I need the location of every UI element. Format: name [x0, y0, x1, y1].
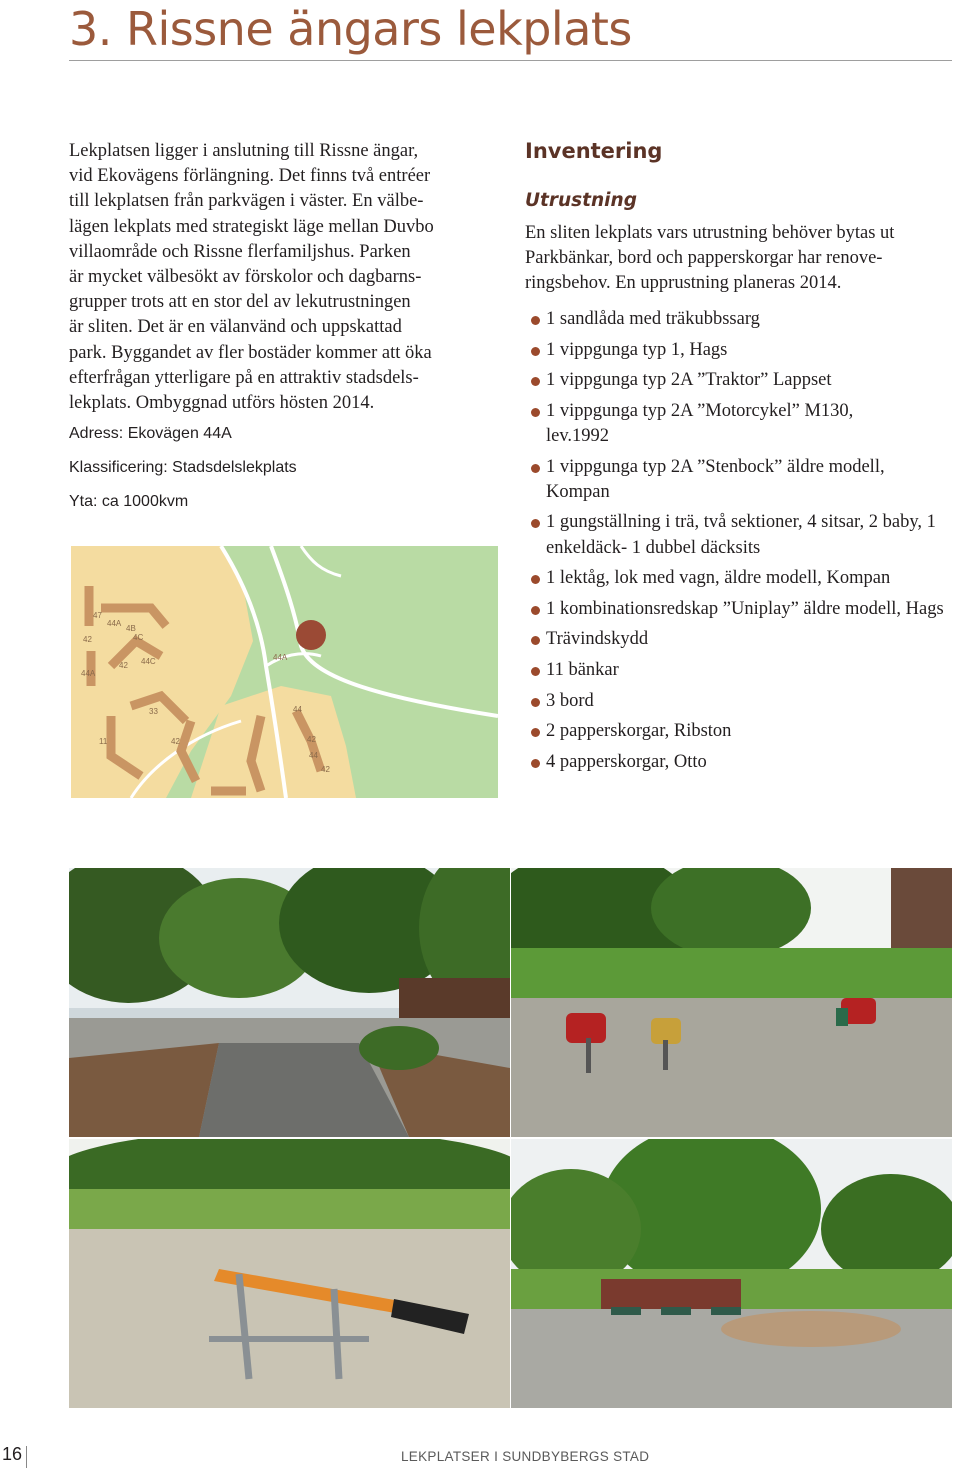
- list-item: [525, 689, 950, 714]
- intro-line: Lekplatsen ligger i anslutning till Rissne ängar,: [69, 141, 419, 161]
- map-label: 44A: [273, 653, 288, 662]
- list-item-text: 1 gungställning i trä, två sektioner, 4 sitsar, 2 baby, 1 enkeldäck- 1 dubbel däcksits: [546, 512, 936, 558]
- intro-line: lägen lekplats med strategiskt läge mellan Duvbo: [69, 216, 434, 237]
- list-item: [525, 597, 950, 622]
- intro-line: är mycket välbesökt av förskolor och dagbarns-: [69, 267, 422, 288]
- list-item-text: 11 bänkar: [546, 659, 619, 680]
- inventory-heading: Inventering: [525, 139, 663, 163]
- map-label: 4B: [126, 624, 136, 633]
- title-divider: [69, 60, 952, 61]
- bullet-icon: [531, 606, 540, 615]
- map-label: 44: [309, 751, 318, 760]
- area-text: Yta: ca 1000kvm: [69, 493, 189, 510]
- list-item-text: 1 kombinationsredskap ”Uniplay” äldre modell, Hags: [546, 598, 944, 619]
- intro-line: till lekplatsen från parkvägen i väster. En välbe-: [69, 191, 424, 212]
- list-item-text: 1 vippgunga typ 2A ”Motorcykel” M130, lev.1992: [546, 400, 854, 446]
- bullet-icon: [531, 316, 540, 325]
- page-number: 16: [1, 1444, 23, 1464]
- site-map: [71, 546, 498, 798]
- description-line: ringsbehov. En upprustning planeras 2014.: [525, 273, 842, 294]
- list-item: [525, 627, 950, 652]
- map-label: 42: [321, 765, 330, 774]
- list-item-text: 1 vippgunga typ 1, Hags: [546, 339, 728, 360]
- list-item-text: 4 papperskorgar, Otto: [546, 751, 707, 772]
- list-item: [525, 566, 950, 591]
- list-item: [525, 368, 950, 393]
- list-item: [525, 307, 950, 332]
- intro-line: vid Ekovägens förlängning. Det finns två entréer: [69, 166, 431, 187]
- bullet-icon: [531, 728, 540, 737]
- footer-divider: [26, 1446, 27, 1468]
- intro-line: park. Byggandet av fler bostäder kommer att öka: [69, 342, 432, 363]
- bullet-icon: [531, 575, 540, 584]
- map-label: 44A: [81, 669, 96, 678]
- map-label: 42: [83, 635, 92, 644]
- list-item-text: Trävindskydd: [546, 629, 649, 650]
- list-item: [525, 338, 950, 363]
- intro-line: är sliten. Det är en välanvänd och uppskattad: [69, 317, 402, 338]
- list-item: [525, 399, 950, 449]
- equipment-description: [525, 221, 950, 297]
- list-item-text: 1 lektåg, lok med vagn, äldre modell, Kompan: [546, 568, 891, 589]
- map-label: 44A: [107, 619, 122, 628]
- bullet-icon: [531, 377, 540, 386]
- list-item-text: 1 vippgunga typ 2A ”Traktor” Lappset: [546, 370, 832, 391]
- equipment-subheading: Utrustning: [525, 190, 637, 211]
- list-item: [525, 455, 950, 505]
- list-item-text: 1 sandlåda med träkubbssarg: [546, 309, 760, 329]
- equipment-list: [525, 307, 950, 780]
- list-item: [525, 750, 950, 775]
- address-text: Adress: Ekovägen 44A: [69, 425, 232, 442]
- list-item-text: 2 papperskorgar, Ribston: [546, 721, 732, 742]
- photo-path-entrance: [69, 868, 510, 1137]
- page-title: 3. Rissne ängars lekplats: [69, 2, 632, 56]
- bullet-icon: [531, 519, 540, 528]
- bullet-icon: [531, 759, 540, 768]
- map-label: 42: [171, 737, 180, 746]
- map-label: 47: [93, 611, 102, 620]
- list-item: [525, 658, 950, 683]
- description-line: En sliten lekplats vars utrustning behöver bytas ut: [525, 223, 895, 243]
- list-item-text: 1 vippgunga typ 2A ”Stenbock” äldre modell, Kompan: [546, 456, 885, 502]
- footer-title: LEKPLATSER I SUNDBYBERGS STAD: [401, 1449, 650, 1464]
- intro-line: grupper trots att en stor del av lekutrustningen: [69, 292, 411, 313]
- intro-line: villaområde och Rissne flerfamiljshus. Parken: [69, 241, 411, 262]
- intro-line: efterfrågan ytterligare på en attraktiv stadsdels-: [69, 367, 419, 388]
- map-label: 42: [307, 735, 316, 744]
- classification-text: Klassificering: Stadsdelslekplats: [69, 459, 297, 476]
- map-label: 11: [99, 737, 108, 746]
- photo-spring-riders: [511, 868, 952, 1137]
- bullet-icon: [531, 667, 540, 676]
- photo-sandbox-benches: [511, 1139, 952, 1408]
- bullet-icon: [531, 464, 540, 473]
- bullet-icon: [531, 408, 540, 417]
- playground-location-marker: [296, 620, 326, 650]
- list-item-text: 3 bord: [546, 690, 594, 711]
- map-label: 42: [119, 661, 128, 670]
- bullet-icon: [531, 347, 540, 356]
- bullet-icon: [531, 698, 540, 707]
- intro-paragraph: [69, 139, 499, 416]
- map-label: 4C: [133, 633, 144, 642]
- description-line: Parkbänkar, bord och papperskorgar har renove-: [525, 248, 883, 269]
- intro-line: lekplats. Ombyggnad utförs hösten 2014.: [69, 393, 375, 414]
- bullet-icon: [531, 636, 540, 645]
- list-item: [525, 719, 950, 744]
- map-label: 44C: [141, 657, 156, 666]
- photo-seesaw: [69, 1139, 510, 1408]
- map-label: 44: [293, 705, 302, 714]
- map-label: 33: [149, 707, 158, 716]
- list-item: [525, 510, 950, 560]
